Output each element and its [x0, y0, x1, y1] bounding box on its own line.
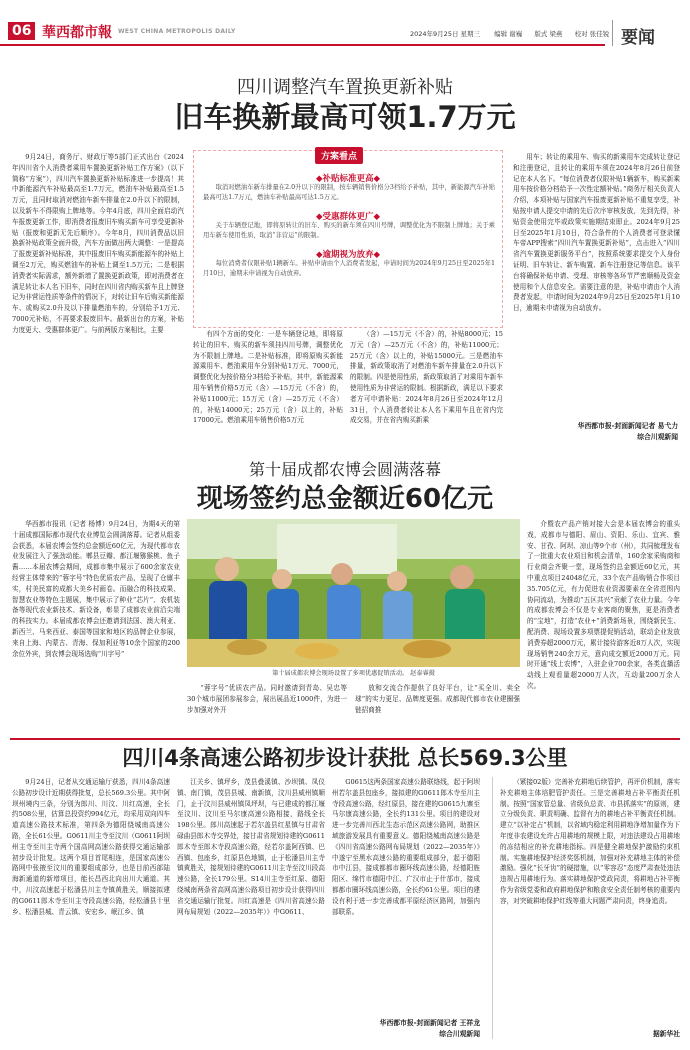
story3-source: 综合川观新闻 [439, 1030, 480, 1038]
story3-headline: 四川4条高速公路初步设计获批 总长569.3公里 [122, 746, 568, 770]
story1-col1: 9月24日，商务厅、财政厅等5部门正式出台《2024年四川省个人消费者乘用车置换更新补贴工作方案》（以下简称“方案”），四川汽车置换更新补贴标准进一步提高！其中新能源汽车补贴最高至1.7万元，燃油车补贴最高至1.5万元，且同时取消对燃油车新车排量在2.0升以下的限制，以及新车不得限购上牌地等。今年4月底，四川全面启动汽车报废更新工作，即消费者报废旧车购买新车可享受更新补贴（报废和更新无先后顺序）。今年8月，四川消费品以旧换新补贴政策全面升级，汽车方面做出两大调整：一是提高了报废更新补贴标准，其中报废旧车购买新能源车的补贴上调至2万元，购买燃油车的补贴上调至1.5万元；二是根据消费者实际需求，额外新增了置换更新政策，即对消费者在满足转让本人名下旧车，同时在四川省内购买新车且上牌登记为非营运性质等条件的情况下，对转让旧车后购买新能源车、或购买2.0升及以下排量燃油车的，分别给予1万元、7000元补贴，不再要求报废旧车。最新出台的方案，补贴力度更大、受惠群体更广。与前两版方案相比，主要 [12, 153, 184, 334]
story1-col3: （含）—15万元（不含）的，补贴8000元；15万元（含）—25万元（不含）的，补贴11000元；25万元（含）以上的，补贴15000元。三是燃油车排量，新政策取消了对燃油车新车排量在2.0升以下的限制。四是使用性质，新政策取消了对乘用车新车使用性质为非营运的限制。根据新政，满足以下要求者方可申请补贴：2024年8月26日至2024年12月31日，个人消费者转让本人名下乘用车且在省内完成交易，并在省内购买新乘 [350, 330, 503, 425]
story3-wire-source: 据新华社 [652, 1030, 680, 1038]
story3-col1: 9月24日，记者从交通运输厅获悉，四川4条高速公路初步设计近期获得批复，总长569.3公里。其中阿坝州境内三条，分别为郎川、川汶、川红高速，全长约508公里，估算总投资约994亿元，均采用双向四车道高速公路技术标准，第四条为德阳绕城南高速公路，全长61公里。G0611川主寺至汶川（G0611阿坝州主寺至川主寺两个国高网高速公路获得交通运输部初步设计批复。这两个项目首尾相连，是国家高速公路网中张掖至汶川的重要组成部分，也是目前西部陆海新通道的新增项目，能长昌西北向出川大通道。其中，川汶高速起于松潘县川主寺镇黄胜关，顺接拟建的G0611郎木寺至川主寺段高速公路，经松潘县十里乡、松潘县城、青云镇、安宏乡、岷江乡、镇 [12, 778, 170, 916]
highlight-text1: 取消对燃油车新车排量在2.0升以下的限制，按车辆销售价格分3档给予补贴，其中，新能源汽车补贴最高可达1.7万元，燃油车补贴最高可达1.5万元。 [203, 184, 495, 201]
section-divider [10, 738, 680, 740]
story2-col3: 放和交流合作提供了良好平台，让“买全川、卖全球”的实力更足、品牌度更强。成都现代都市农业建圈强链招商推 [355, 684, 520, 714]
story2-col2: “蓉字号”优质农产品。同时邀请到青岛、吴忠等30个城市展团参展参会，展出展品近1000件，为进一步加强对外开 [187, 684, 347, 714]
page-header [0, 0, 690, 46]
highlight-text3: 每位消费者仅限补贴1辆新车。补贴申请由个人消费者发起，申请时间为2024年9月25日至2025年1月10日，逾期未申请视为自动放弃。 [203, 260, 495, 277]
highlight-sub3: ◆逾期视为放弃◆ [315, 250, 381, 260]
story2-col1: 华西都市报讯（记者 杨博）9月24日，为期4天的第十届成都国际都市现代农业博览会圆满落幕。记者从组委会获悉，本届农博会签约总金额近60亿元，为现代都市农业发展注入了强劲动能。郫县豆瓣、都江堰猕猴桃、鱼子酱……本届农博会期间，成都市集中展示了600余家农业经营主体带来的“蓉字号”特色优质农产品，呈现了仓廪丰实，村美民富的成都大美乡村画卷。而融合的科技成果、智慧农业等特色主题展，集中展示了种业“芯片”、农机装备等现代农业新技术、新设备，彰显了成都农业前沿尖端的科技实力。本届成都农博会还邀请到法国、澳大利亚、新西兰、马来西亚、泰国等国家和地区的品牌企业参展，来自上海、内蒙古、青海、保加利亚等10余个国家的200余位外宾，到农博会现场选购“川字号” [12, 520, 180, 658]
highlight-text2: 关于车辆登记地，即将原转让的旧车、购买的新车须在四川号牌，调整优化为不限制上牌地；关于乘用车新车使用性质，取消“非营运”的限制。 [203, 222, 495, 239]
header-rule [0, 44, 605, 46]
story1-headline: 旧车换新最高可领1.7万元 [174, 100, 516, 134]
issue-date: 2024年9月25日 星期三 [410, 30, 481, 38]
story3-col2: 江关乡、镇坪乡，茂县叠溪镇、沙坝镇、凤仪镇、南门镇，茂县县城、南新镇，汶川县威州镇顺门，止于汶川县威州镇凤坪坝，与已建成的都江堰至汶川、汶川至马尔康高速公路相接，路线全长198公里。郎川高速起于若尔盖县红星镇与甘肃省碌曲县郎木寺交界处，接甘肃省规划待建的G0611郎木寺至郎木寺段高速公路，经若尔盖阿西镇、巴西镇、包座乡，红原县色地镇，止于松潘县川主寺镇黄胜关，接规划待建的G0611川主寺至汶川段高速公路，全长179公里。S14川主寺至红原、德阳绕城南两条省高网高速公路项目初步设计获得四川省交通运输厅批复。川红高速是《四川省高速公路网布局规划（2022—2035年）》中G0611、 [177, 778, 325, 916]
highlight-sub2: ◆受惠群体更广◆ [315, 212, 381, 222]
brand-english: WEST CHINA METROPOLIS DAILY [118, 28, 236, 35]
story2-headline: 现场签约总金额近60亿元 [196, 484, 494, 514]
story1-byline: 华西都市报-封面新闻记者 易弋力 [577, 422, 678, 430]
story1-col2: 有四个方面的变化：一是车辆登记地，即将原转让的旧车、购买的新车须挂四川号牌，调整优化为不限制上牌地。二是补贴标准，即将原购买新能源乘用车、燃油乘用车分别补贴1万元、7000元，调整优化为按价格分3档给予补贴，其中，新能源乘用车销售价格5万元（含）—15万元（不含）的，补贴11000元；15万元（含）—25万元（不含）的，补贴14000元；25万元（含）以上的，补贴17000元。燃油乘用车销售价格5万元 [193, 330, 343, 425]
proofreader: 校对 张佳锐 [574, 30, 610, 38]
plan-highlights-title: 方案看点 [315, 147, 363, 164]
section-label: 要闻 [612, 20, 690, 46]
story3-col3: G0615这两条国家高速公路联络线，起于阿坝州若尔盖县包座乡，接拟建的G0611郎木寺至川主寺段高速公路，经红原县，接在建的G0615九寨至马尔康高速公路，全长约131公里。项目的建设对进一步完善川西北生态示范区高速公路网，助推区域旅游发展具有重要意义。德阳绕城南高速公路是《四川省高速公路网布局规划（2022—2035年）》中遂宁至黑水高速公路的重要组成部分，起于德阳市中江县，接成都都市圈环线高速公路，经德阳旌阳区、绵竹市德阳中江、广汉市止于什邡市，接成都都市圈环线高速公路，全长约61公里。项目的建设有利于进一步完善成都平原经济区路网，加强内部联系。 [332, 778, 480, 916]
page-number: 06 [8, 22, 35, 40]
highlight-sub1: ◆补贴标准更高◆ [315, 174, 381, 184]
story3-byline: 华西都市报-封面新闻记者 王祥龙 [379, 1019, 480, 1027]
expo-photo [187, 519, 520, 667]
editor: 编辑 谢巍 [494, 30, 523, 38]
issue-meta [410, 29, 609, 38]
story3-col4: （紧接02版）完善补充耕地后续管护，再评价机制，落实补充耕地主体培肥管护责任。三是完善耕地占补平衡责任机制。按照“国家管总量、省级负总责、市县抓落实”的原则，建立分级负责、职责明确、监督有力的耕地占补平衡责任机制。建立“以补定占”机制，以省域内稳定利用耕地净增加量作为下年度非农建设允许占用耕地的规模上限，对违法建设占用耕地的冻结相应的补充耕地指标。四是健全耕地保护激励约束机制。实施耕地保护经济奖惩机制，加强对补充耕地主体的补偿激励。强化“长牙齿”的硬措施，以“零容忍”态度严肃查处违法违规占用耕地行为。落实耕地保护党政同责，将耕地占补平衡作为省级党委和政府耕地保护和粮食安全责任制考核的重要内容，对突破耕地保护红线等重大问题严肃问责，终身追责。 [500, 778, 680, 905]
designer: 版式 梁燕 [534, 30, 563, 38]
story1-kicker: 四川调整汽车置换更新补贴 [237, 77, 453, 98]
photo-caption: 第十届成都农博会现场设置了多项优惠促销活动。 赵泰睿摄 [272, 670, 435, 677]
column-divider [492, 777, 493, 1039]
expo-photo-illustration [187, 519, 520, 667]
story2-col4: 介暨农产品产销对接大会是本届农博会的重头戏，成都市与德阳、眉山、资阳、乐山、宜宾、雅安、甘孜、阿坝、凉山等9个市（州），共同梳理发布了一批重大农业项目和机会清单，160余家采购商和行业商会齐聚一堂，现场签约总金额近60亿元，其中重点项目24048亿元，33个农产品购销合作项目35.705亿元，有力促进农业资源要素在全省范围内协同流动，为推动“五区共兴”贡献了农业力量。今年的成都农博会不仅是专业客商的聚焦，更是消费者的“宝地”，打造“农业+”消费新场景，围绕新民生、配消费、现场设置多项票提促销活动，联动企业发放消费券超2000万元，累计接待游客近8万人次，实现现场销售240余万元，意向成交额近2000万元。同时开通“线上农博”，入驻企业700余家，各类直播活动线上观看量超2000万人次，互动量200万余人次。 [527, 520, 680, 690]
brand-logo: 華西都市報 [42, 25, 112, 41]
story1-source: 综合川观新闻 [637, 433, 678, 441]
story2-kicker: 第十届成都农博会圆满落幕 [248, 460, 441, 479]
story1-col4: 用车；转让的乘用车、购买的新乘用车完成转让登记和注册登记，且转让的乘用车须在2024年8月26日前登记在本人名下。“每位消费者仅限补贴1辆新车，购买新乘用车按价格分档给予一次性定额补贴。”商务厅相关负责人介绍，本项补贴与国家汽车报废更新补贴不重复享受，补贴按申请人提交申请的先后次序审核发放，先到先得，补贴资金使用完毕或政策实施期结束即止。2024年9月25日至2025年1月10日，符合条件的个人消费者可登录懂车帝APP搜索“四川汽车置换更新补贴”，点击进入“四川省汽车置换更新服务平台”，按照系统要求提交个人身份证明、旧车转让、新车购置、新车注册登记等信息。该平台将确保补贴申请、受理、审核等各环节严密顺畅及资金使用和个人信息安全。需要注意的是，补贴申请由个人消费者发起，申请时间为2024年9月25日至2025年1月10日，逾期未申请视为自动放弃。 [513, 153, 680, 313]
